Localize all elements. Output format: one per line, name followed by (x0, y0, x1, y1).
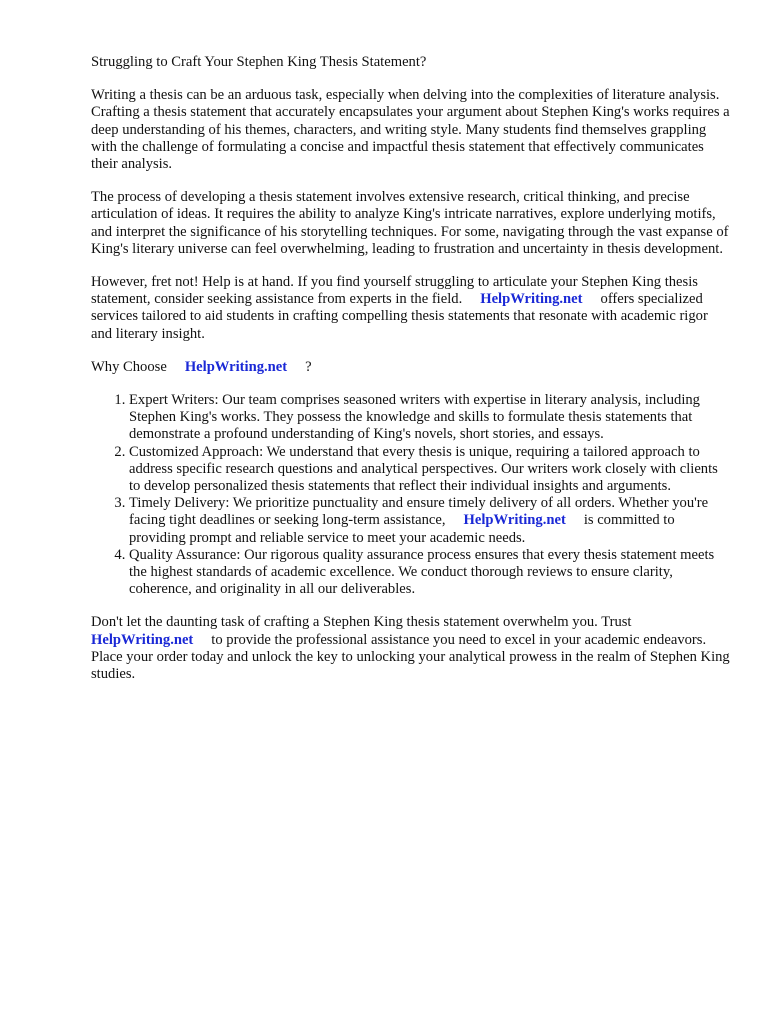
closing-paragraph (91, 614, 731, 683)
list-item-text-before: Timely Delivery: We prioritize punctuality and ensure timely delivery of all orders. Whether you're facing tight deadlines or seeking long-term assistance, (129, 495, 709, 529)
closing-text-before: Don't let the daunting task of crafting a Stephen King thesis statement overwhelm you. Trust (91, 614, 632, 631)
helpwriting-link[interactable]: HelpWriting.net (91, 631, 194, 648)
why-choose-heading (91, 359, 731, 376)
why-text-after: ? (305, 358, 312, 375)
list-item: 2. Customized Approach: We understand that every thesis is unique, requiring a tailored approach to address specific research questions and analytical perspectives. Our writers work closely with clients to develop personalized thesis statements that reflect their individual insights and arguments. (129, 444, 731, 496)
why-text-before: Why Choose (91, 358, 167, 375)
help-text-after: offers specialized services tailored to aid students in crafting compelling thesis statements that resonate with academic rigor and literary insight. (91, 291, 708, 342)
benefits-list (91, 392, 731, 598)
helpwriting-link[interactable]: HelpWriting.net (463, 512, 566, 529)
list-item: 4. Quality Assurance: Our rigorous quality assurance process ensures that every thesis statement meets the highest standards of academic excellence. We conduct thorough reviews to ensure clarity, coherence, and originality in all our deliverables. (129, 547, 731, 599)
process-paragraph: The process of developing a thesis statement involves extensive research, critical thinking, and precise articulation of ideas. It requires the ability to analyze King's intricate narratives, explore underlying motifs, and interpret the significance of his storytelling techniques. For some, navigating through the vast expanse of King's literary universe can feel overwhelming, leading to frustration and uncertainty in thesis development. (91, 189, 729, 257)
page-title: Struggling to Craft Your Stephen King Thesis Statement? (91, 54, 427, 70)
document-page (91, 54, 731, 699)
list-item-text-after: is committed to providing prompt and reliable service to meet your academic needs. (129, 512, 675, 546)
closing-text-after: to provide the professional assistance you need to excel in your academic endeavors. Place your order today and unlock the key to unlocking your analytical prowess in the realm of Stephen King studies. (91, 631, 730, 683)
list-item: 1. Expert Writers: Our team comprises seasoned writers with expertise in literary analysis, including Stephen King's works. They possess the knowledge and skills to formulate thesis statements that demonstrate a profound understanding of King's novels, short stories, and essays. (129, 392, 731, 444)
help-text-before: However, fret not! Help is at hand. If you find yourself struggling to articulate your Stephen King thesis statement, consider seeking assistance from experts in the field. (91, 274, 698, 308)
help-paragraph (91, 274, 731, 343)
intro-paragraph: Writing a thesis can be an arduous task, especially when delving into the complexities of literature analysis. Crafting a thesis statement that accurately encapsulates your argument about Stephen King's works requires a deep understanding of his themes, characters, and writing style. Many students find themselves grappling with the challenge of formulating a concise and impactful thesis statement that effectively communicates their analysis. (91, 87, 730, 173)
list-item (129, 495, 731, 547)
helpwriting-link[interactable]: HelpWriting.net (480, 291, 583, 308)
helpwriting-link[interactable]: HelpWriting.net (184, 358, 288, 375)
